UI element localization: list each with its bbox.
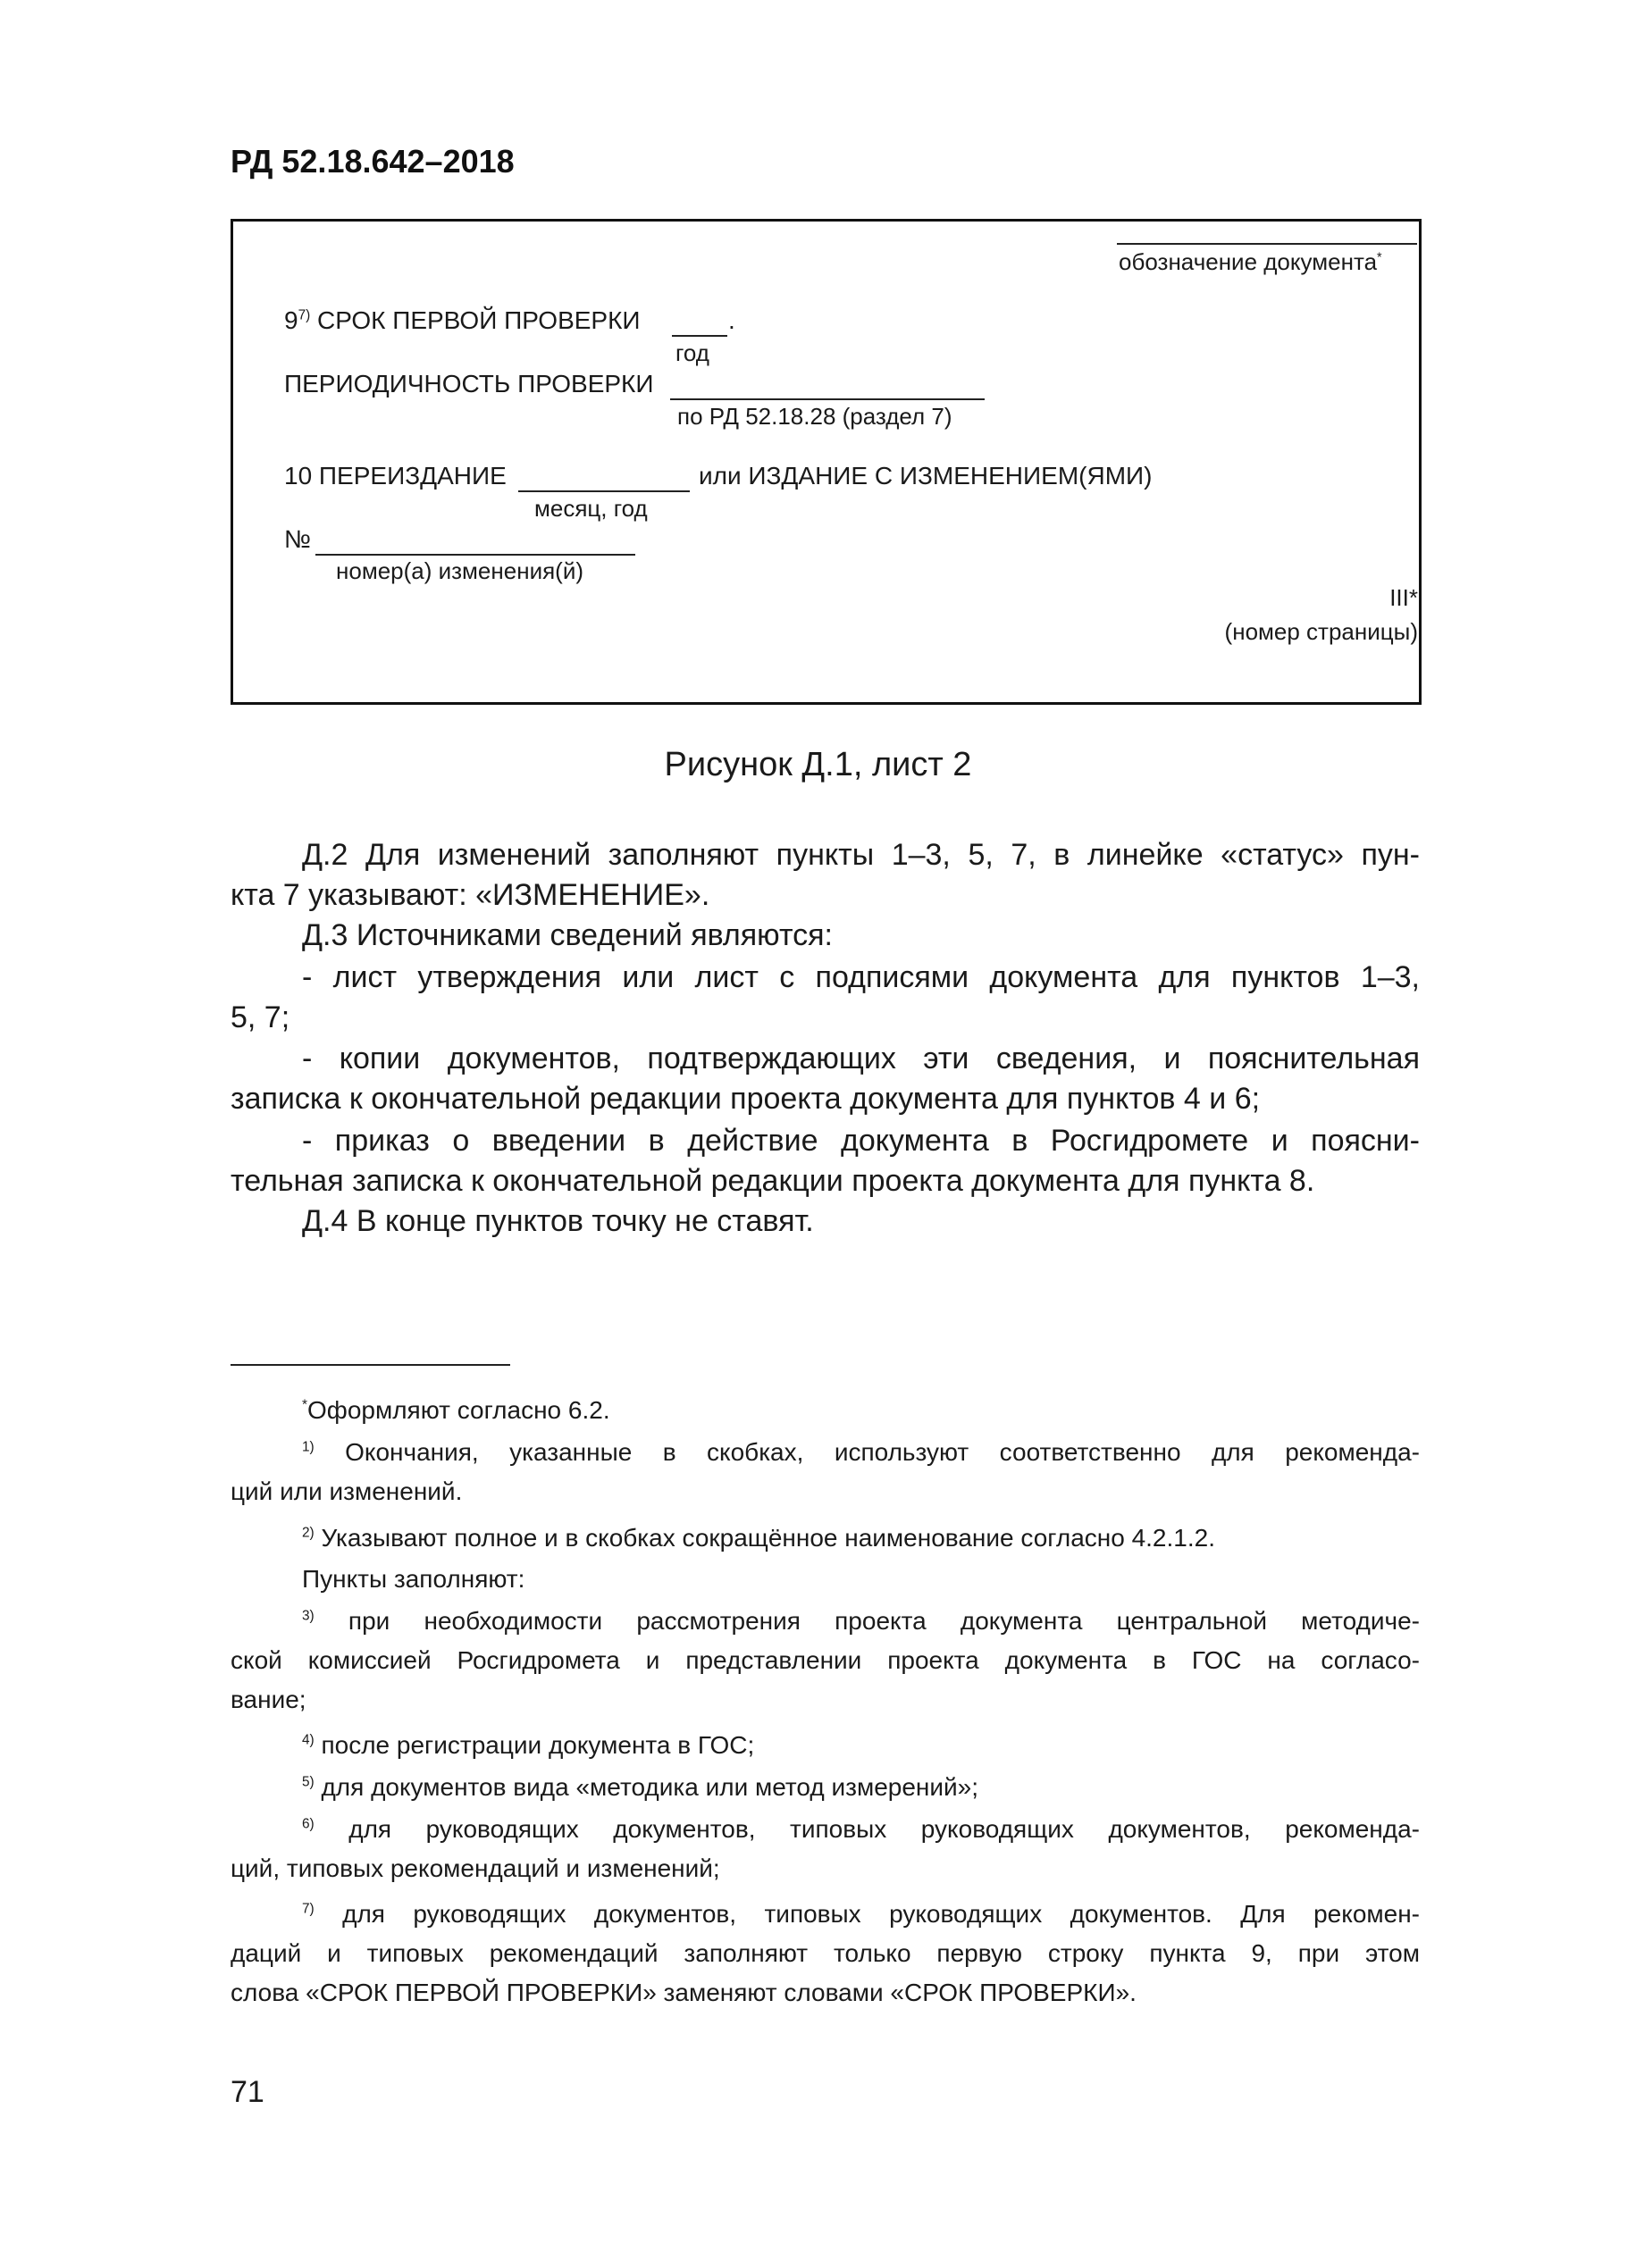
item10-label: 10 ПЕРЕИЗДАНИЕ xyxy=(284,462,507,490)
figure-caption: Рисунок Д.1, лист 2 xyxy=(664,746,972,783)
footnote-separator xyxy=(231,1364,510,1366)
footnote-6-line1: $^{6)}$ для руководящих документов, типовых руководящих документов, рекоменда- xyxy=(302,1815,1420,1843)
page-number: 71 xyxy=(231,2075,264,2109)
item9-period: . xyxy=(728,306,735,334)
footnote-6-line2: ций, типовых рекомендаций и изменений; xyxy=(231,1854,720,1882)
footnote-3-mark: 3) xyxy=(302,1608,315,1624)
footnote-1-mark: 1) xyxy=(302,1439,315,1455)
footnote-3-line1: $^{3)}$ при необходимости рассмотрения проекта документа центральной методиче- xyxy=(302,1607,1420,1635)
footnote-fill-intro: Пункты заполняют: xyxy=(302,1565,525,1593)
paragraph-d4: Д.4 В конце пунктов точку не ставят. xyxy=(302,1204,814,1238)
footnote-7-line1: $^{7)}$ для руководящих документов, типовых руководящих документов. Для рекомен- xyxy=(302,1900,1420,1928)
footnote-4-mark: 4) xyxy=(302,1732,315,1748)
item9-label: СРОК ПЕРВОЙ ПРОВЕРКИ xyxy=(317,306,641,334)
paragraph-d3: Д.3 Источниками сведений являются: xyxy=(302,918,833,952)
footnote-4: $^{4)}$ после регистрации документа в ГОС; xyxy=(302,1731,755,1759)
paragraph-d2-line1: Д.2 Для изменений заполняют пункты 1–3, 5, 7, в линейке «статус» пун- xyxy=(302,838,1420,872)
footnote-star-mark: * xyxy=(302,1397,307,1413)
number-caption: номер(а) изменения(й) xyxy=(336,557,584,584)
footnote-1-line1: $^{1)}$ Окончания, указанные в скобках, используют соответственно для рекоменда- xyxy=(302,1438,1421,1466)
footnote-5: $^{5)}$ для документов вида «методика или метод измерений»; xyxy=(302,1773,979,1801)
footnote-6-mark: 6) xyxy=(302,1816,315,1832)
item10-or-label: или ИЗДАНИЕ С ИЗМЕНЕНИЕМ(ЯМИ) xyxy=(699,462,1153,490)
footnote-1-line2: ций или изменений. xyxy=(231,1477,463,1505)
periodicity-line xyxy=(670,398,985,400)
doc-designation-mark: * xyxy=(1377,250,1382,265)
periodicity-label: ПЕРИОДИЧНОСТЬ ПРОВЕРКИ xyxy=(284,370,654,398)
list-item-1-line1: - лист утверждения или лист с подписями документа для пунктов 1–3, xyxy=(302,960,1420,994)
page-header: РД 52.18.642–2018 xyxy=(231,143,515,180)
footnote-star: *Оформляют согласно 6.2. xyxy=(302,1396,610,1424)
footnote-2: $^{2)}$ Указывают полное и в скобках сокращённое наименование согласно 4.2.1.2. xyxy=(302,1524,1215,1552)
form-page-number-caption: (номер страницы) xyxy=(1224,618,1418,645)
list-item-2-line1: - копии документов, подтверждающих эти сведения, и пояснительная xyxy=(302,1042,1420,1075)
paragraph-d2-line2: кта 7 указывают: «ИЗМЕНЕНИЕ». xyxy=(231,878,710,912)
doc-designation-line xyxy=(1117,243,1417,245)
item9-footnote-ref: 7) xyxy=(298,307,311,323)
doc-designation-caption: обозначение документа* xyxy=(1119,248,1382,275)
form-page-number: III* xyxy=(1389,584,1418,611)
item9-row: 9$^{7)}$ СРОК ПЕРВОЙ ПРОВЕРКИ xyxy=(284,306,641,334)
periodicity-caption: по РД 52.18.28 (раздел 7) xyxy=(677,403,952,430)
footnote-3-line3: вание; xyxy=(231,1686,306,1713)
footnote-3-line2: ской комиссией Росгидромета и представлении проекта документа в ГОС на согласо- xyxy=(231,1646,1420,1674)
list-item-1-line2: 5, 7; xyxy=(231,1000,290,1034)
number-label: № xyxy=(284,525,312,553)
item10-date-line xyxy=(518,490,690,492)
footnote-7-line2: даций и типовых рекомендаций заполняют только первую строку пункта 9, при этом xyxy=(231,1939,1420,1967)
footnote-5-mark: 5) xyxy=(302,1774,315,1790)
footnote-2-mark: 2) xyxy=(302,1525,315,1541)
item9-year-caption: год xyxy=(675,339,709,366)
footnote-7-mark: 7) xyxy=(302,1901,315,1917)
list-item-2-line2: записка к окончательной редакции проекта документа для пунктов 4 и 6; xyxy=(231,1082,1261,1116)
list-item-3-line1: - приказ о введении в действие документа в Росгидромете и поясни- xyxy=(302,1124,1420,1158)
list-item-3-line2: тельная записка к окончательной редакции проекта документа для пункта 8. xyxy=(231,1164,1315,1198)
item9-year-line xyxy=(672,335,727,337)
item10-date-caption: месяц, год xyxy=(534,495,648,522)
footnote-7-line3: слова «СРОК ПЕРВОЙ ПРОВЕРКИ» заменяют словами «СРОК ПРОВЕРКИ». xyxy=(231,1979,1137,2006)
number-line xyxy=(315,554,635,556)
